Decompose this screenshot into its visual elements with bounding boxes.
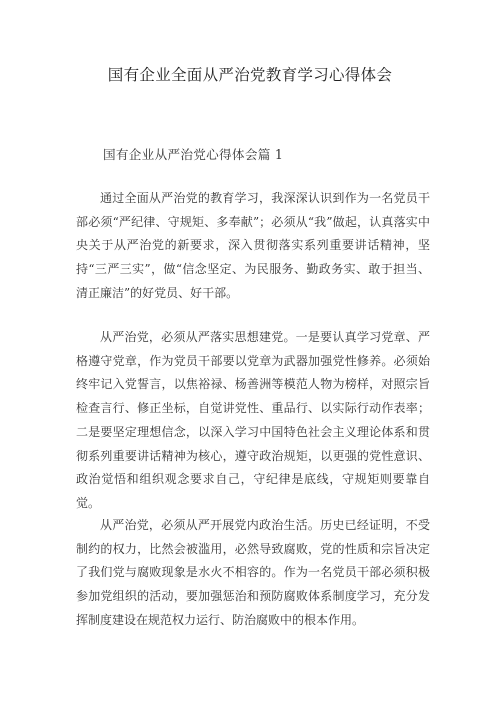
paragraph-text: 通过全面从严治党的教育学习，我深深认识到作为一名党员干部必须“严纪律、守规矩、多奉献”；必须从“我”做起，认真落实中央关于从严治党的新要求，深入贯彻落实系列重要讲话精神，坚持“三严三实”，做“信念坚定、为民服务、勤政务实、敢于担当、清正廉洁”的好党员、好干部。: [76, 191, 430, 300]
paragraph-3: [76, 514, 430, 633]
paragraph-2: [76, 326, 430, 516]
paragraph-1: [76, 187, 430, 306]
section-heading: 国有企业从严治党心得体会篇 1: [103, 147, 284, 162]
paragraph-text: 从严治党，必须从严开展党内政治生活。历史已经证明，不受制约的权力，比然会被滥用，必然导致腐败，党的性质和宗旨决定了我们党与腐败现象是水火不相容的。作为一名党员干部必须积极参加党组织的活动，要加强惩治和预防腐败体系制度学习，充分发挥制度建设在规范权力运行、防治腐败中的根本作用。: [76, 518, 430, 627]
paragraph-text: 从严治党，必须从严落实思想建党。一是要认真学习党章、严格遵守党章，作为党员干部要以党章为武器加强党性修养。必须始终牢记入党誓言，以焦裕禄、杨善洲等模范人物为榜样，对照宗旨检查言行、修正坐标，自觉讲党性、重品行、以实际行动作表率；二是要坚定理想信念，以深入学习中国特色社会主义理论体系和贯彻系列重要讲话精神为核心，遵守政治规矩，以更强的党性意识、政治觉悟和组织观念要求自己，守纪律是底线，守规矩则要靠自觉。: [76, 330, 430, 510]
document-title: 国有企业全面从严治党教育学习心得体会: [107, 66, 393, 84]
